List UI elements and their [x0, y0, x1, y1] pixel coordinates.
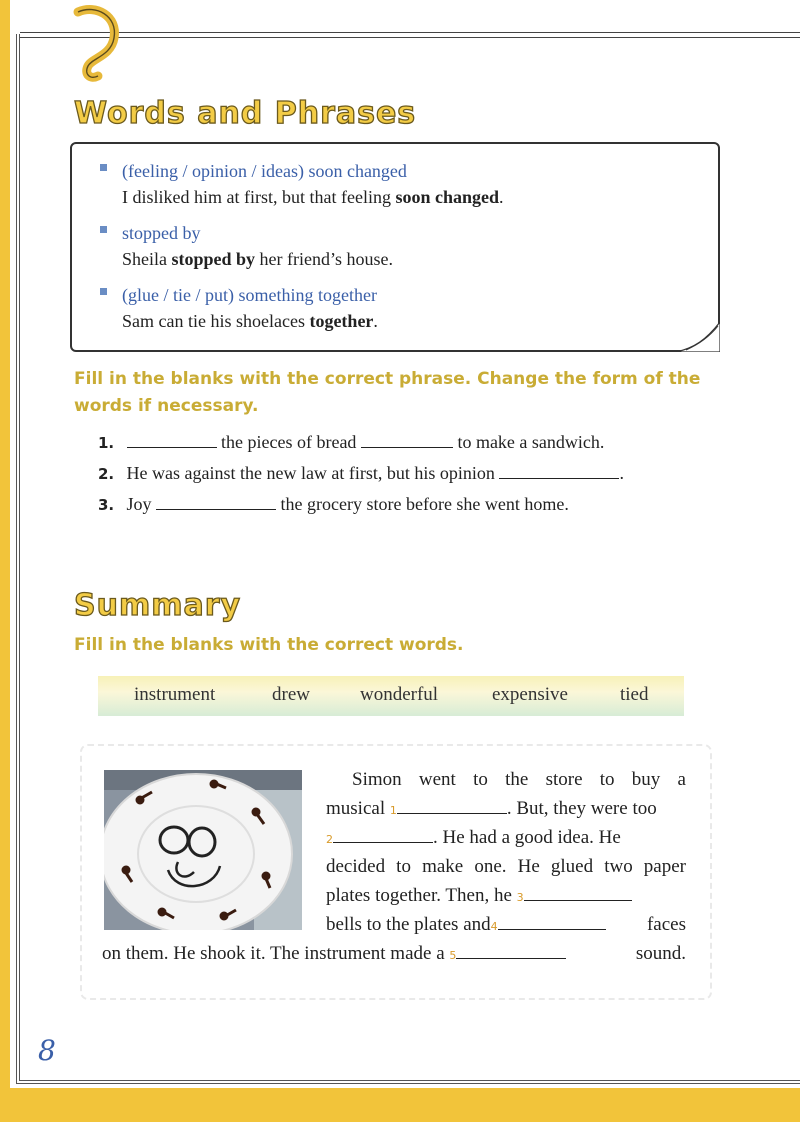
question-row	[98, 492, 569, 517]
summary-line: plates together. Then, he 3	[326, 884, 686, 910]
blank-number: 4	[490, 920, 498, 933]
summary-line: bells to the plates and4 faces	[326, 914, 686, 935]
hook-decoration-icon	[66, 4, 126, 84]
summary-blank[interactable]	[456, 942, 566, 959]
page-curl-icon	[676, 322, 720, 352]
words-and-phrases-title: Words and Phrases	[74, 96, 417, 131]
question-row	[98, 461, 624, 486]
phrase-title: (glue / tie / put) something together	[122, 285, 377, 305]
blank-number: 3	[516, 891, 524, 904]
page-frame-left	[0, 0, 10, 1122]
phrase-item	[122, 282, 378, 334]
summary-blank[interactable]	[333, 826, 433, 843]
page-frame-bottom	[0, 1088, 800, 1122]
phrase-item	[122, 220, 393, 272]
summary-line: musical 1 . But, they were too	[326, 798, 657, 819]
summary-line: Simon went to the store to buy a	[352, 769, 686, 790]
question-number: 2.	[98, 465, 115, 483]
question-text: to make a sandwich.	[457, 432, 605, 452]
question-number: 3.	[98, 496, 115, 514]
summary-instruction: Fill in the blanks with the correct words.	[74, 635, 464, 655]
summary-blank[interactable]	[397, 797, 507, 814]
phrase-title: stopped by	[122, 223, 201, 243]
page-number: 8	[38, 1034, 56, 1067]
question-text: He was against the new law at first, but his opinion	[126, 463, 495, 483]
word-bank-item: wonderful	[360, 684, 439, 705]
bullet-icon	[100, 288, 107, 295]
question-text: the pieces of bread	[221, 432, 357, 452]
exercise-instruction: Fill in the blanks with the correct phrase. Change the form of the words if necessary.	[74, 369, 701, 416]
summary-line: decided to make one. He glued two paper	[326, 856, 686, 877]
phrase-example: I disliked him at first, but that feeling soon changed.	[122, 187, 504, 207]
word-bank-item: tied	[620, 684, 649, 705]
bullet-icon	[100, 164, 107, 171]
bullet-icon	[100, 226, 107, 233]
summary-line: on them. He shook it. The instrument made a 5 sound.	[102, 943, 686, 964]
phrase-title: (feeling / opinion / ideas) soon changed	[122, 161, 407, 181]
blank-number: 1	[389, 804, 397, 817]
word-bank-item: drew	[272, 684, 310, 705]
answer-blank[interactable]	[156, 493, 276, 510]
word-bank-item: expensive	[492, 684, 568, 705]
word-bank	[98, 676, 684, 716]
answer-blank[interactable]	[127, 431, 217, 448]
phrase-example: Sam can tie his shoelaces together.	[122, 311, 378, 331]
word-bank-item: instrument	[134, 684, 216, 705]
answer-blank[interactable]	[499, 462, 619, 479]
question-text: the grocery store before she went home.	[280, 494, 569, 514]
question-text: .	[619, 463, 624, 483]
blank-number: 5	[449, 949, 457, 962]
summary-title: Summary	[74, 588, 242, 623]
summary-line: 2 . He had a good idea. He	[326, 827, 621, 848]
question-row	[98, 430, 604, 455]
phrase-example: Sheila stopped by her friend’s house.	[122, 249, 393, 269]
phrase-item	[122, 158, 503, 210]
question-number: 1.	[98, 434, 115, 452]
answer-blank[interactable]	[361, 431, 453, 448]
summary-blank[interactable]	[524, 884, 632, 901]
phrase-box	[70, 142, 720, 352]
summary-blank[interactable]	[498, 913, 606, 930]
blank-number: 2	[326, 833, 333, 846]
paper-plate-instrument-image	[104, 770, 302, 930]
question-text: Joy	[126, 494, 152, 514]
